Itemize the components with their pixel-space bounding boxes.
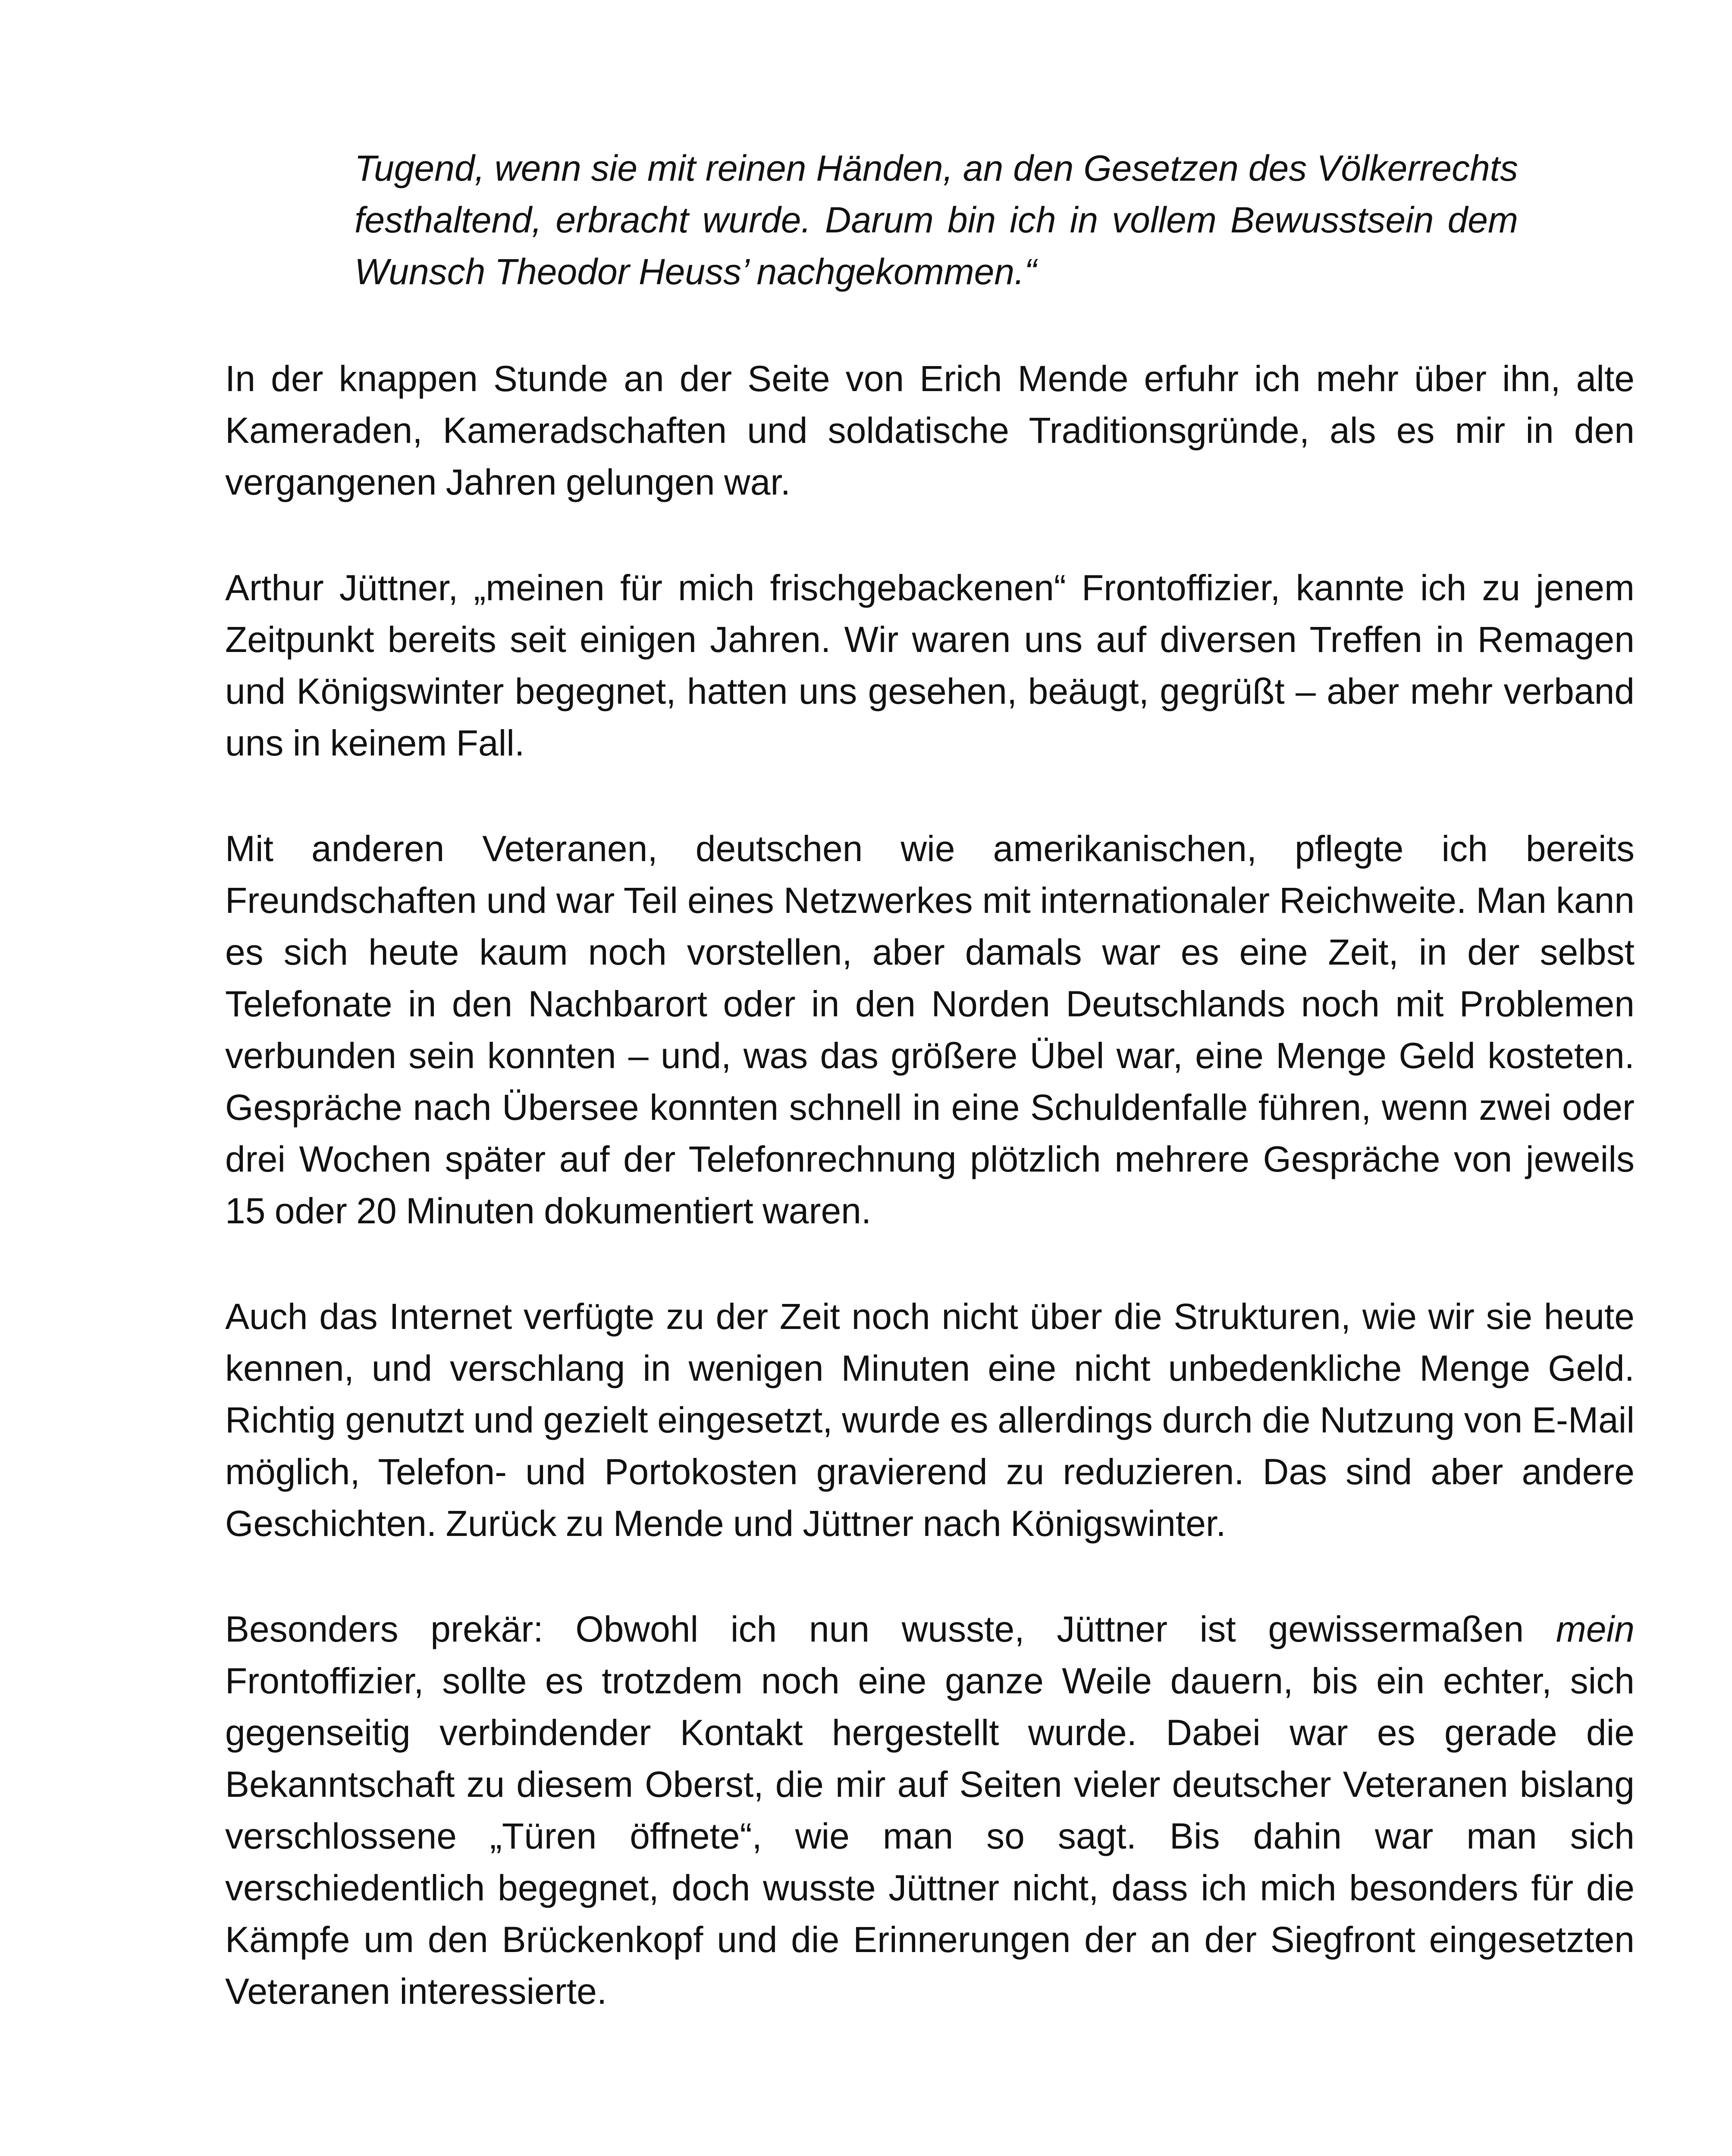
paragraph-3: Mit anderen Veteranen, deutschen wie amerikanischen, pflegte ich bereits Freundschaften und war Teil eines Netzwerkes mit internationaler Reichweite. Man kann es sich heute kaum noch vorstellen, aber damals war es eine Zeit, in der selbst Telefonate in den Nachbarort oder in den Norden Deutschlands noch mit Problemen verbunden sein konnten – und, was das größere Übel war, eine Menge Geld kosteten. Gespräche nach Übersee konnten schnell in eine Schuldenfalle führen, wenn zwei oder drei Wochen später auf der Telefonrechnung plötzlich mehrere Gespräche von jeweils 15 oder 20 Minuten dokumentiert waren. <box>225 828 1635 1231</box>
paragraph-5-text-after: Frontoffizier, sollte es trotzdem noch eine ganze Weile dauern, bis ein echter, sich gegenseitig verbindender Kontakt hergestellt wurde. Dabei war es gerade die Bekanntschaft zu diesem Oberst, die mir auf Seiten vieler deutscher Veteranen bislang verschlossene „Türen öffnete“, wie man so sagt. Bis dahin war man sich verschiedentlich begegnet, doch wusste Jüttner nicht, dass ich mich besonders für die Kämpfe um den Brückenkopf und die Erinnerungen der an der Siegfront eingesetzten Veteranen interessierte. <box>225 1661 1635 2012</box>
paragraph-5 <box>225 1603 1635 2017</box>
paragraph-4: Auch das Internet verfügte zu der Zeit noch nicht über die Strukturen, wie wir sie heute kennen, und verschlang in wenigen Minuten eine nicht unbedenkliche Menge Geld. Richtig genutzt und gezielt eingesetzt, wurde es allerdings durch die Nutzung von E-Mail möglich, Telefon- und Portokosten gravierend zu reduzieren. Das sind aber andere Geschichten. Zurück zu Mende und Jüttner nach Königswinter. <box>225 1296 1635 1544</box>
paragraph-5-emphasis: mein <box>1556 1609 1635 1649</box>
paragraph-2: Arthur Jüttner, „meinen für mich frischgebackenen“ Frontoffizier, kannte ich zu jenem Zeitpunkt bereits seit einigen Jahren. Wir waren uns auf diversen Treffen in Remagen und Königswinter begegnet, hatten uns gesehen, beäugt, gegrüßt – aber mehr verband uns in keinem Fall. <box>225 567 1635 763</box>
text-column <box>225 142 1635 2071</box>
paragraph-1: In der knappen Stunde an der Seite von Erich Mende erfuhr ich mehr über ihn, alte Kameraden, Kameradschaften und soldatische Traditionsgründe, als es mir in den vergangenen Jahren gelungen war. <box>225 358 1635 502</box>
block-quote: Tugend, wenn sie mit reinen Händen, an den Gesetzen des Völkerrechts festhaltend, erbracht wurde. Darum bin ich in vollem Bewusstsein dem Wunsch Theodor Heuss’ nachgekommen.“ <box>355 148 1518 292</box>
paragraph-5-text-before: Besonders prekär: Obwohl ich nun wusste, Jüttner ist gewissermaßen <box>225 1609 1556 1649</box>
